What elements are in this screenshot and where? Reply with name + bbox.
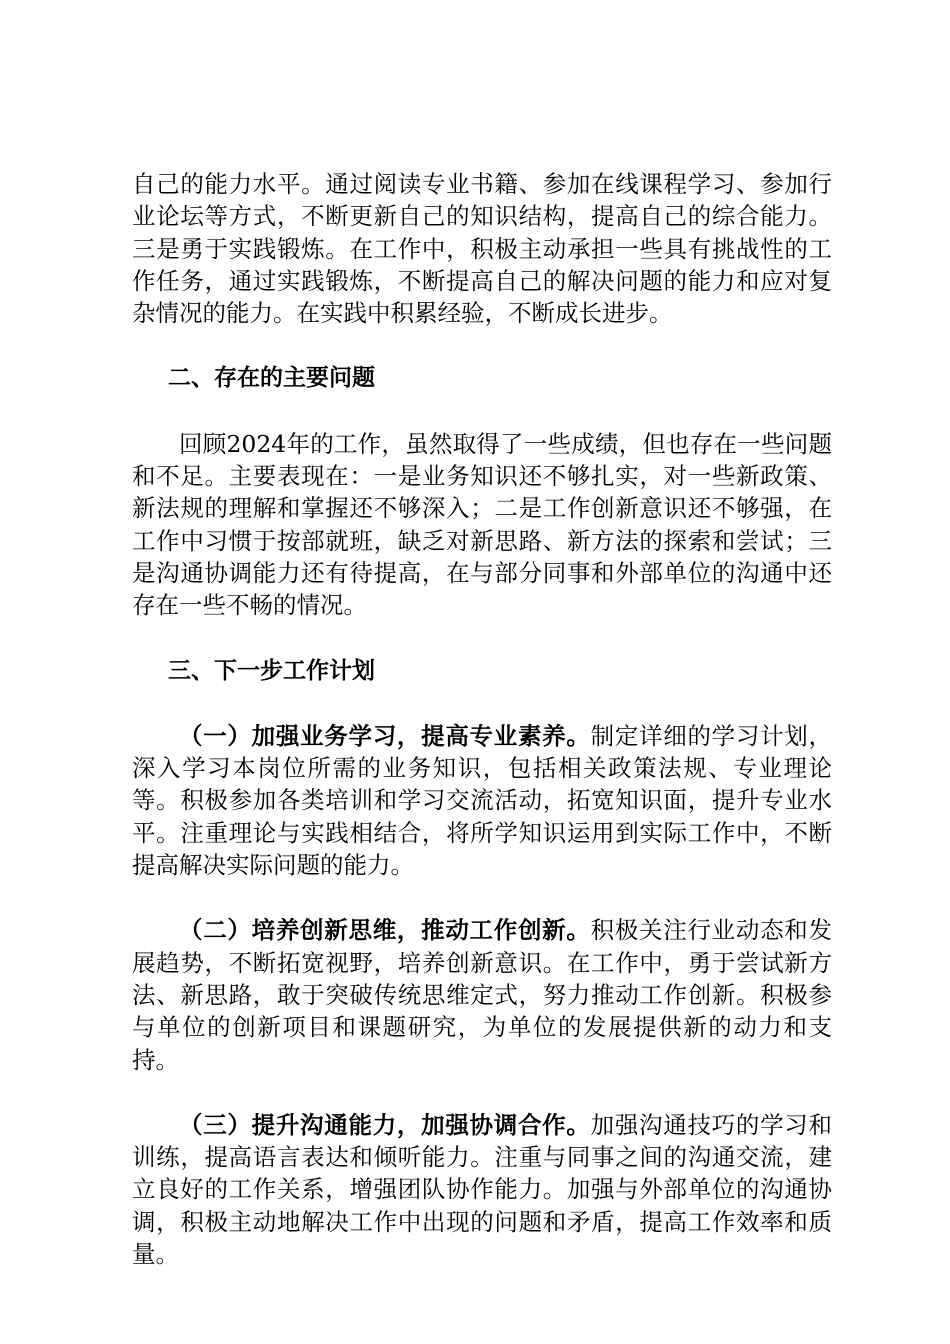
plan-item-2 <box>132 914 832 1075</box>
plan-item-3-lead: （三）提升沟通能力，加强协调合作。 <box>179 1110 591 1139</box>
plan-item-1-lead: （一）加强业务学习，提高专业素养。 <box>179 721 591 750</box>
document-page <box>132 168 832 1270</box>
paragraph-main-problems: 回顾2024年的工作，虽然取得了一些成绩，但也存在一些问题和不足。主要表现在：一是业务知识还不够扎实，对一些新政策、新法规的理解和掌握还不够深入；二是工作创新意识还不够强，在工作中习惯于按部就班，缺乏对新思路、新方法的探索和尝试；三是沟通协调能力还有待提高，在与部分同事和外部单位的沟通中还存在一些不畅的情况。 <box>132 429 832 620</box>
plan-item-2-body: 积极关注行业动态和发展趋势，不断拓宽视野，培养创新意识。在工作中，勇于尝试新方法、新思路，敢于突破传统思维定式，努力推动工作创新。积极参与单位的创新项目和课题研究，为单位的发展提供新的动力和支持。 <box>132 916 833 1074</box>
plan-item-3-body: 加强沟通技巧的学习和训练，提高语言表达和倾听能力。注重与同事之间的沟通交流，建立良好的工作关系，增强团队协作能力。加强与外部单位的沟通协调，积极主动地解决工作中出现的问题和矛盾，提高工作效率和质量。 <box>132 1110 833 1269</box>
plan-item-1 <box>132 720 832 881</box>
plan-item-2-lead: （二）培养创新思维，推动工作创新。 <box>179 916 591 945</box>
section-heading-next-plan: 三、下一步工作计划 <box>168 657 375 684</box>
section-heading-main-problems: 二、存在的主要问题 <box>168 365 375 392</box>
plan-item-3 <box>132 1109 832 1270</box>
plan-item-1-body: 制定详细的学习计划，深入学习本岗位所需的业务知识，包括相关政策法规、专业理论等。积极参加各类培训和学习交流活动，拓宽知识面，提升专业水平。注重理论与实践相结合，将所学知识运用到实际工作中，不断提高解决实际问题的能力。 <box>132 721 833 880</box>
paragraph-intro-continued: 自己的能力水平。通过阅读专业书籍、参加在线课程学习、参加行业论坛等方式，不断更新自己的知识结构，提高自己的综合能力。三是勇于实践锻炼。在工作中，积极主动承担一些具有挑战性的工作任务，通过实践锻炼，不断提高自己的解决问题的能力和应对复杂情况的能力。在实践中积累经验，不断成长进步。 <box>132 170 832 328</box>
